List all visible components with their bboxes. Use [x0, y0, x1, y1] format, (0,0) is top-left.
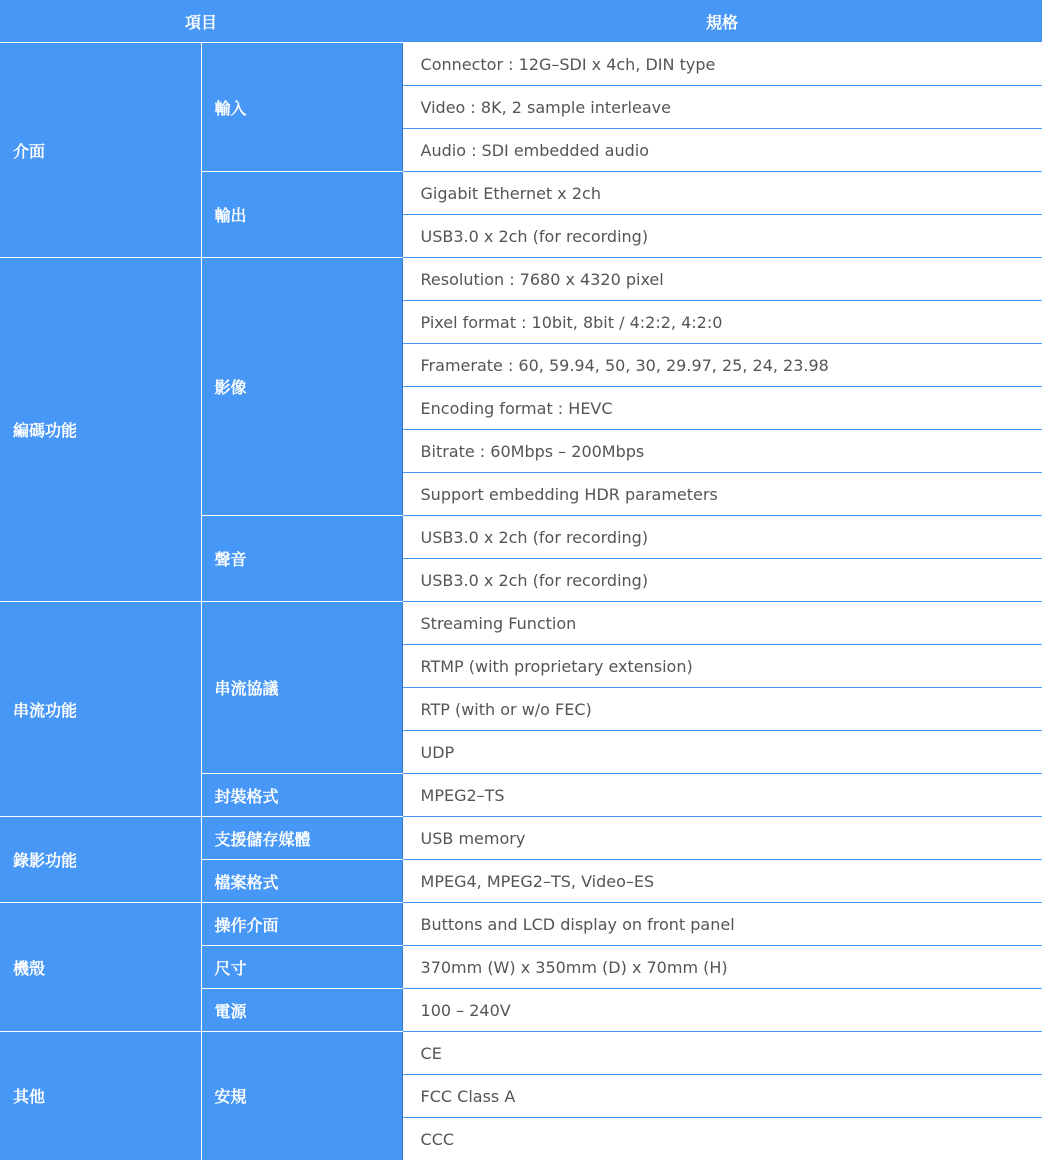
table-row [0, 43, 1042, 86]
spec-value: CCC [402, 1118, 1042, 1161]
subcategory-cell: 電源 [201, 989, 402, 1032]
spec-value: Resolution : 7680 x 4320 pixel [402, 258, 1042, 301]
table-row [0, 1032, 1042, 1075]
spec-value: Audio : SDI embedded audio [402, 129, 1042, 172]
subcategory-cell: 影像 [201, 258, 402, 516]
table-row [0, 903, 1042, 946]
category-cell: 介面 [0, 43, 201, 258]
spec-value: Pixel format : 10bit, 8bit / 4:2:2, 4:2:0 [402, 301, 1042, 344]
category-cell: 機殼 [0, 903, 201, 1032]
header-row [0, 0, 1042, 43]
header-item: 項目 [0, 0, 402, 43]
subcategory-cell: 操作介面 [201, 903, 402, 946]
spec-body [0, 43, 1042, 1161]
spec-value: Streaming Function [402, 602, 1042, 645]
subcategory-cell: 尺寸 [201, 946, 402, 989]
spec-value: MPEG4, MPEG2–TS, Video–ES [402, 860, 1042, 903]
subcategory-cell: 串流協議 [201, 602, 402, 774]
spec-value: Encoding format : HEVC [402, 387, 1042, 430]
category-cell: 編碼功能 [0, 258, 201, 602]
header-spec: 規格 [402, 0, 1042, 43]
subcategory-cell: 支援儲存媒體 [201, 817, 402, 860]
spec-value: CE [402, 1032, 1042, 1075]
spec-value: Buttons and LCD display on front panel [402, 903, 1042, 946]
spec-value: RTMP (with proprietary extension) [402, 645, 1042, 688]
subcategory-cell: 聲音 [201, 516, 402, 602]
subcategory-cell: 安規 [201, 1032, 402, 1161]
subcategory-cell: 封裝格式 [201, 774, 402, 817]
category-cell: 串流功能 [0, 602, 201, 817]
spec-value: 370mm (W) x 350mm (D) x 70mm (H) [402, 946, 1042, 989]
table-row [0, 602, 1042, 645]
spec-value: USB3.0 x 2ch (for recording) [402, 559, 1042, 602]
spec-value: USB memory [402, 817, 1042, 860]
spec-value: Gigabit Ethernet x 2ch [402, 172, 1042, 215]
subcategory-cell: 檔案格式 [201, 860, 402, 903]
spec-value: MPEG2–TS [402, 774, 1042, 817]
category-cell: 其他 [0, 1032, 201, 1161]
subcategory-cell: 輸入 [201, 43, 402, 172]
spec-value: RTP (with or w/o FEC) [402, 688, 1042, 731]
spec-value: UDP [402, 731, 1042, 774]
table-row [0, 817, 1042, 860]
category-cell: 錄影功能 [0, 817, 201, 903]
spec-value: Support embedding HDR parameters [402, 473, 1042, 516]
spec-value: USB3.0 x 2ch (for recording) [402, 215, 1042, 258]
spec-value: Framerate : 60, 59.94, 50, 30, 29.97, 25, 24, 23.98 [402, 344, 1042, 387]
spec-value: Bitrate : 60Mbps – 200Mbps [402, 430, 1042, 473]
table-row [0, 258, 1042, 301]
spec-value: 100 – 240V [402, 989, 1042, 1032]
spec-value: USB3.0 x 2ch (for recording) [402, 516, 1042, 559]
spec-value: FCC Class A [402, 1075, 1042, 1118]
subcategory-cell: 輸出 [201, 172, 402, 258]
spec-value: Video : 8K, 2 sample interleave [402, 86, 1042, 129]
spec-value: Connector : 12G–SDI x 4ch, DIN type [402, 43, 1042, 86]
